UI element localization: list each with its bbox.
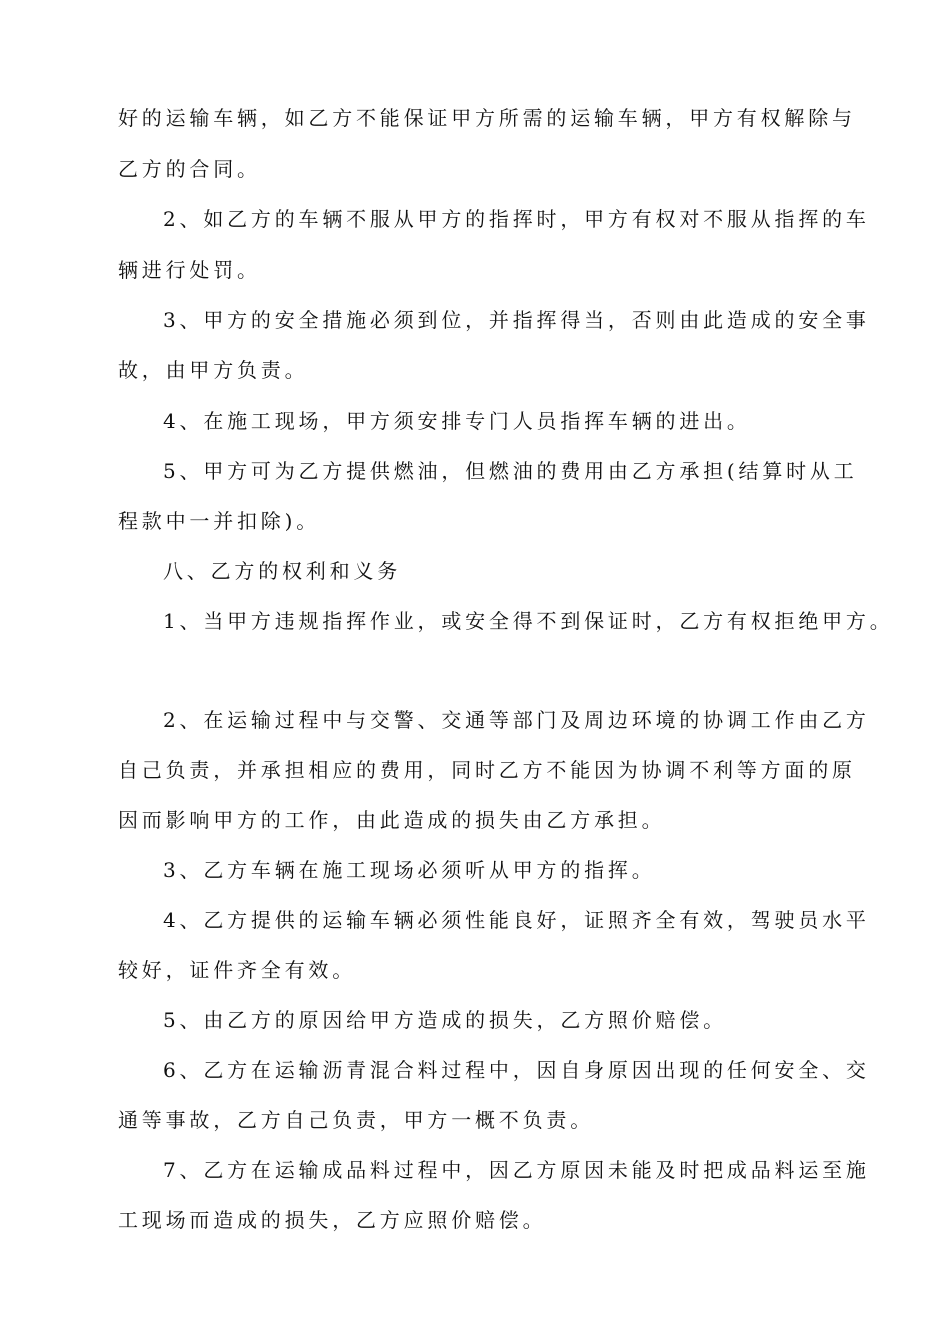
text-line: 4、乙方提供的运输车辆必须性能良好，证照齐全有效，驾驶员水平 [163, 908, 870, 932]
text-line: 1、当甲方违规指挥作业，或安全得不到保证时，乙方有权拒绝甲方。 [163, 609, 894, 633]
text-line: 自己负责，并承担相应的费用，同时乙方不能因为协调不利等方面的原 [118, 758, 856, 782]
text-line: 辆进行处罚。 [118, 258, 261, 282]
text-line: 程款中一并扣除)。 [118, 509, 321, 533]
section-heading: 八、乙方的权利和义务 [163, 559, 401, 583]
text-line: 通等事故，乙方自己负责，甲方一概不负责。 [118, 1108, 594, 1132]
text-line: 4、在施工现场，甲方须安排专门人员指挥车辆的进出。 [163, 409, 751, 433]
text-line: 3、甲方的安全措施必须到位，并指挥得当，否则由此造成的安全事 [163, 308, 870, 332]
text-line: 2、如乙方的车辆不服从甲方的指挥时，甲方有权对不服从指挥的车 [163, 207, 870, 231]
text-line: 因而影响甲方的工作，由此造成的损失由乙方承担。 [118, 808, 666, 832]
text-line: 2、在运输过程中与交警、交通等部门及周边环境的协调工作由乙方 [163, 708, 870, 732]
text-line: 故，由甲方负责。 [118, 358, 309, 382]
text-line: 较好，证件齐全有效。 [118, 958, 356, 982]
text-line: 3、乙方车辆在施工现场必须听从甲方的指挥。 [163, 858, 656, 882]
text-line: 乙方的合同。 [118, 157, 261, 181]
text-line: 5、甲方可为乙方提供燃油，但燃油的费用由乙方承担(结算时从工 [163, 459, 858, 483]
text-line: 6、乙方在运输沥青混合料过程中，因自身原因出现的任何安全、交 [163, 1058, 870, 1082]
text-line: 5、由乙方的原因给甲方造成的损失，乙方照价赔偿。 [163, 1008, 727, 1032]
text-line: 好的运输车辆，如乙方不能保证甲方所需的运输车辆，甲方有权解除与 [118, 106, 856, 130]
text-line: 7、乙方在运输成品料过程中，因乙方原因未能及时把成品料运至施 [163, 1158, 870, 1182]
text-line: 工现场而造成的损失，乙方应照价赔偿。 [118, 1208, 547, 1232]
